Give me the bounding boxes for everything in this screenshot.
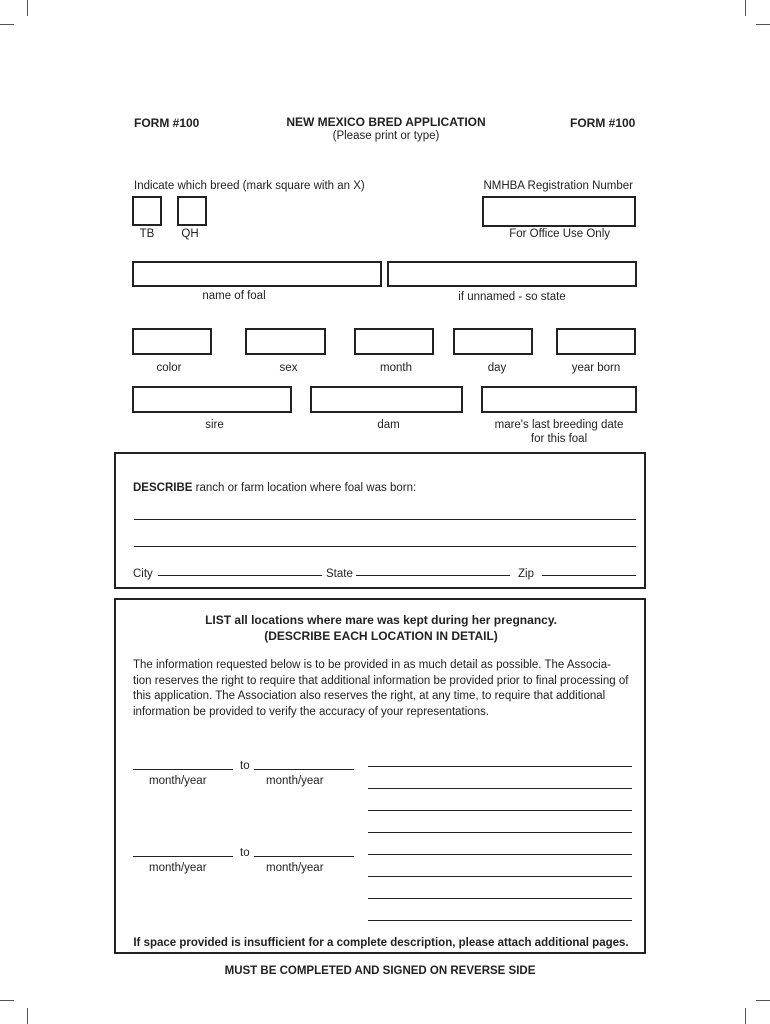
color-field[interactable] [132, 328, 212, 355]
day-field[interactable] [453, 328, 533, 355]
sire-label: sire [205, 419, 224, 431]
registration-number-field[interactable] [482, 196, 636, 227]
location-description-line[interactable] [368, 832, 632, 833]
period1-to-label: month/year [266, 775, 324, 787]
city-line[interactable] [158, 575, 322, 576]
period1-from-label: month/year [149, 775, 207, 787]
describe-location-panel [114, 452, 646, 589]
crop-mark [27, 1008, 28, 1024]
describe-text: ranch or farm location where foal was born: [192, 482, 417, 494]
month-field[interactable] [354, 328, 434, 355]
breed-label-qh: QH [181, 228, 199, 240]
office-use-note: For Office Use Only [509, 228, 610, 240]
period2-to-label: month/year [266, 862, 324, 874]
bottom-note: MUST BE COMPLETED AND SIGNED ON REVERSE SIDE [224, 965, 536, 977]
foal-unnamed-field[interactable] [387, 261, 637, 287]
year-born-field[interactable] [556, 328, 636, 355]
location-description-line[interactable] [368, 876, 632, 877]
zip-label: Zip [518, 568, 534, 580]
breeding-date-field[interactable] [481, 386, 637, 413]
zip-line[interactable] [542, 575, 636, 576]
crop-mark [0, 1000, 14, 1001]
form-title: NEW MEXICO BRED APPLICATION [286, 115, 486, 129]
describe-bold: DESCRIBE [133, 482, 193, 494]
paragraph-line: information be provided to verify the accuracy of your representations. [133, 705, 490, 718]
period2-from-line[interactable] [133, 856, 233, 857]
period2-to-line[interactable] [254, 856, 354, 857]
period2-to: to [240, 847, 250, 859]
paragraph-line: The information requested below is to be provided in as much detail as possible. The Associa- [133, 659, 611, 671]
registration-label: NMHBA Registration Number [483, 180, 633, 192]
color-label: color [156, 362, 182, 374]
describe-line-1[interactable] [134, 519, 636, 520]
crop-mark [27, 0, 28, 16]
sex-field[interactable] [245, 328, 326, 355]
location-description-line[interactable] [368, 766, 632, 767]
location-description-line[interactable] [368, 920, 632, 921]
location-description-line[interactable] [368, 898, 632, 899]
dam-label: dam [377, 419, 400, 431]
foal-unnamed-label: if unnamed - so state [458, 291, 566, 303]
location-description-line[interactable] [368, 788, 632, 789]
location-description-line[interactable] [368, 854, 632, 855]
breed-checkbox-tb[interactable] [132, 196, 162, 226]
city-label: City [133, 568, 153, 580]
period1-to: to [240, 760, 250, 772]
crop-mark [756, 24, 770, 25]
foal-name-field[interactable] [132, 261, 382, 287]
form-number-left: FORM #100 [134, 116, 200, 130]
period1-to-line[interactable] [254, 769, 354, 770]
breed-checkbox-qh[interactable] [177, 196, 207, 226]
describe-instruction [133, 482, 416, 494]
period1-from-line[interactable] [133, 769, 233, 770]
sex-label: sex [279, 362, 298, 374]
describe-line-2[interactable] [134, 546, 636, 547]
paragraph-line: this application. The Association also reserves the right, at any time, to require that additional [133, 690, 606, 702]
form-number-right: FORM #100 [570, 116, 636, 130]
locations-paragraph [133, 658, 643, 720]
dam-field[interactable] [310, 386, 463, 413]
crop-mark [745, 0, 746, 16]
location-description-line[interactable] [368, 810, 632, 811]
state-line[interactable] [356, 575, 510, 576]
breed-instruction: Indicate which breed (mark square with an X) [134, 180, 365, 192]
breeding-date-label: mare's last breeding date [494, 419, 624, 431]
mare-locations-panel [114, 598, 646, 954]
breed-label-tb: TB [139, 228, 155, 240]
breeding-date-label-2: for this foal [530, 433, 588, 445]
locations-subheading: (DESCRIBE EACH LOCATION IN DETAIL) [264, 629, 498, 643]
locations-heading: LIST all locations where mare was kept during her pregnancy. [205, 613, 557, 627]
foal-name-label: name of foal [202, 290, 266, 302]
paragraph-line: tion reserves the right to require that additional information be provided prior to final processing of [133, 674, 629, 687]
day-label: day [487, 362, 507, 374]
crop-mark [0, 24, 14, 25]
crop-mark [745, 1008, 746, 1024]
year-born-label: year born [571, 362, 621, 374]
sire-field[interactable] [132, 386, 292, 413]
attach-pages-note: If space provided is insufficient for a complete description, please attach additional pages. [133, 937, 629, 949]
state-label: State [326, 568, 353, 580]
crop-mark [756, 1000, 770, 1001]
form-subtitle: (Please print or type) [332, 130, 440, 142]
period2-from-label: month/year [149, 862, 207, 874]
month-label: month [380, 362, 412, 374]
